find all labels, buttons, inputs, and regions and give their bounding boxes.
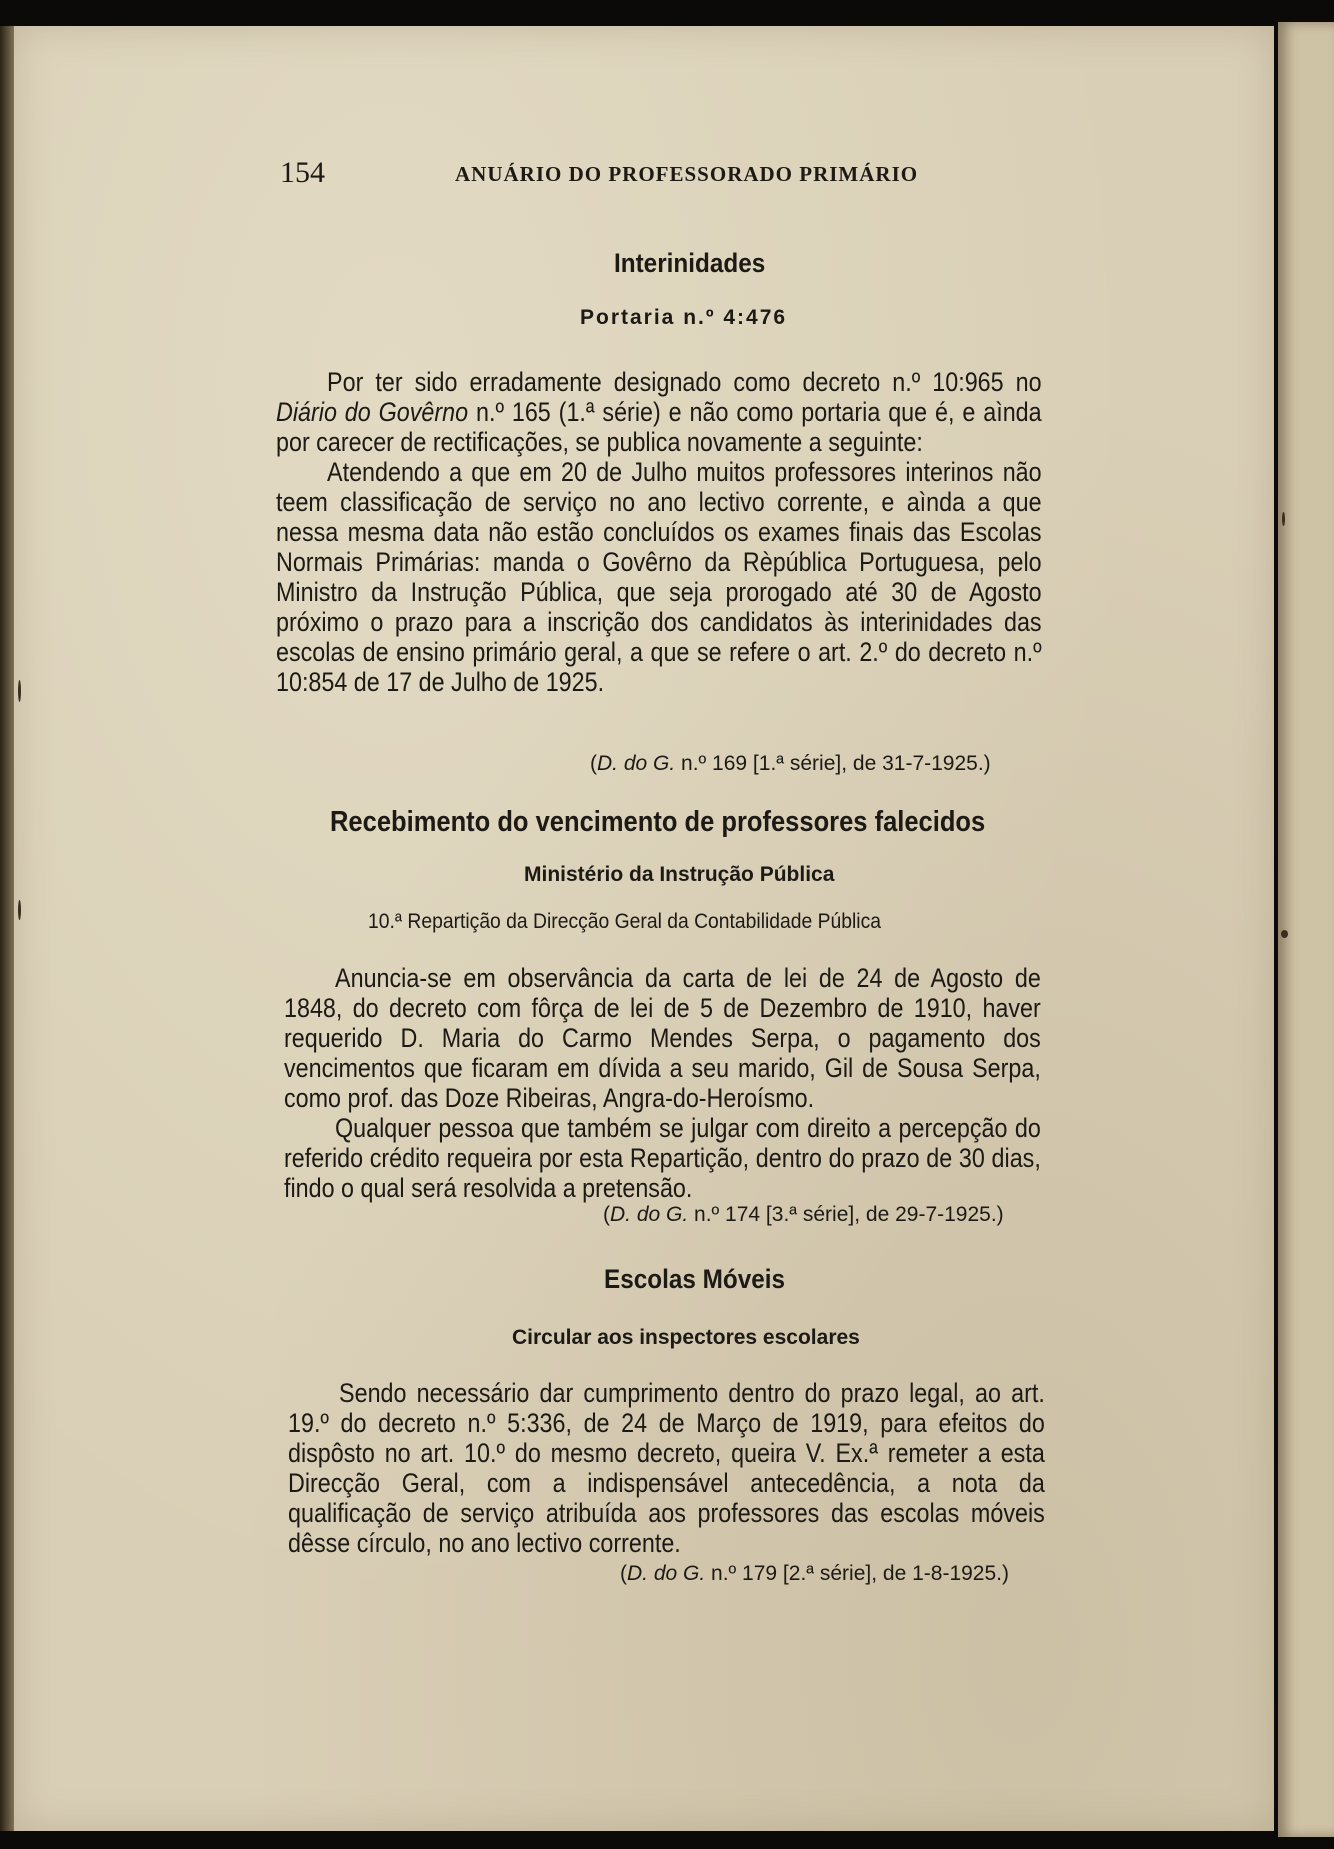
section-title-escolas-moveis: Escolas Móveis: [604, 1264, 785, 1294]
section2-body: [284, 963, 1041, 1203]
section1-para1-text-b: n.º 165 (1.ª série) e não como portaria que é, e aìnda por carecer de rectificações, se publica novamente a seguinte:: [276, 397, 1042, 457]
section-subtitle-reparticao: 10.ª Repartição da Direcção Geral da Contabilidade Pública: [368, 910, 882, 933]
section1-citation: [590, 752, 991, 776]
section1-body: [276, 367, 1042, 697]
section2-paragraph-2: Qualquer pessoa que também se julgar com direito a percepção do referido crédito requeira por esta Repartição, dentro do prazo de 30 dias, findo o qual será resolvida a pretensão.: [284, 1113, 1041, 1203]
paper-speck: [1281, 930, 1288, 938]
section1-paragraph-2: Atendendo a que em 20 de Julho muitos professores interinos não teem classificação de serviço no ano lectivo corrente, e aìnda a que nessa mesma data não estão concluídos os exames finais das Escolas Normais Primárias: manda o Govêrno da Rèpública Portuguesa, pelo Ministro da Instrução Pública, que seja prorogado até 30 de Agosto próximo o prazo para a inscrição dos candidatos às interinidades das escolas de ensino primário geral, a que se refere o art. 2.º do decreto n.º 10:854 de 17 de Julho de 1925.: [276, 457, 1042, 697]
adjacent-page-edge: [1278, 22, 1334, 1837]
citation-rest: n.º 179 [2.ª série], de 1-8-1925.): [705, 1562, 1009, 1585]
citation-italic: D. do G.: [597, 752, 676, 775]
paper-speck: [1282, 512, 1285, 526]
section2-paragraph-1: Anuncia-se em observância da carta de lei de 24 de Agosto de 1848, do decreto com fôrça de lei de 5 de Dezembro de 1910, haver requerido D. Maria do Carmo Mendes Serpa, o pagamento dos vencimentos que ficaram em dívida a seu marido, Gil de Sousa Serpa, como prof. das Doze Ribeiras, Angra-do-Heroísmo.: [284, 963, 1041, 1113]
citation-rest: n.º 174 [3.ª série], de 29-7-1925.): [688, 1203, 1004, 1226]
paper-speck: [18, 900, 21, 920]
section-subtitle-portaria: Portaria n.º 4:476: [580, 306, 788, 329]
section1-para1-text-a: Por ter sido erradamente designado como decreto n.º 10:965 no: [327, 367, 1042, 397]
section-subtitle-ministerio: Ministério da Instrução Pública: [524, 863, 835, 886]
citation-open-paren: (: [620, 1562, 627, 1585]
section3-paragraph-1: Sendo necessário dar cumprimento dentro do prazo legal, ao art. 19.º do decreto n.º 5:336, de 24 de Março de 1919, para efeitos do dispôsto no art. 10.º do mesmo decreto, queira V. Ex.ª remeter a esta Direcção Geral, com a indispensável antecedência, a nota da qualificação de serviço atribuída aos professores das escolas móveis dêsse círculo, no ano lectivo corrente.: [288, 1378, 1045, 1558]
running-title: ANUÁRIO DO PROFESSORADO PRIMÁRIO: [455, 162, 919, 186]
page-number: 154: [280, 156, 325, 189]
section3-body: [288, 1378, 1045, 1558]
section1-paragraph-1: [276, 367, 1042, 457]
citation-rest: n.º 169 [1.ª série], de 31-7-1925.): [675, 752, 991, 775]
section3-citation: [620, 1562, 1009, 1586]
section-title-interinidades: Interinidades: [614, 248, 766, 278]
citation-italic: D. do G.: [627, 1562, 706, 1585]
section-title-recebimento: Recebimento do vencimento de professores falecidos: [330, 806, 986, 838]
citation-open-paren: (: [603, 1203, 610, 1226]
paper-speck: [18, 680, 21, 702]
section-subtitle-circular: Circular aos inspectores escolares: [512, 1326, 860, 1349]
citation-open-paren: (: [590, 752, 597, 775]
diario-do-governo-italic: Diário do Govêrno: [276, 397, 469, 427]
section2-citation: [603, 1203, 1004, 1227]
citation-italic: D. do G.: [610, 1203, 689, 1226]
